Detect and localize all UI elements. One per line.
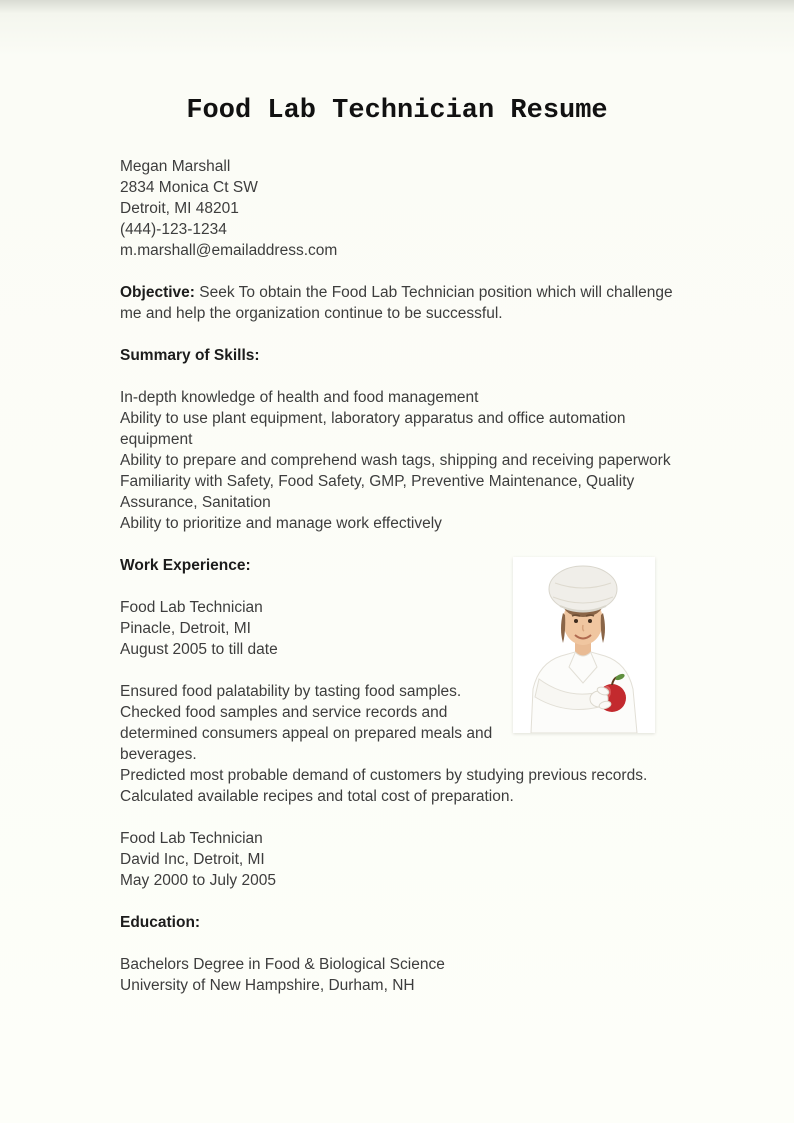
education-heading: Education:	[120, 914, 201, 931]
education-degree: Bachelors Degree in Food & Biological Science	[120, 956, 445, 973]
job-entry	[120, 828, 680, 891]
work-heading: Work Experience:	[120, 557, 251, 574]
page-title: Food Lab Technician Resume	[186, 96, 608, 126]
objective-paragraph	[120, 282, 680, 324]
contact-email: m.marshall@emailaddress.com	[120, 242, 338, 259]
worker-photo	[513, 557, 655, 733]
skill-item: Familiarity with Safety, Food Safety, GMP, Preventive Maintenance, Quality Assurance, Sanitation	[120, 473, 635, 511]
education-block	[120, 954, 680, 996]
job-title: Food Lab Technician	[120, 830, 263, 847]
job-dates: August 2005 to till date	[120, 641, 278, 658]
skill-item: Ability to prepare and comprehend wash tags, shipping and receiving paperwork	[120, 452, 671, 469]
job-company: Pinacle, Detroit, MI	[120, 620, 251, 637]
skills-heading: Summary of Skills:	[120, 347, 260, 364]
contact-address-line1: 2834 Monica Ct SW	[120, 179, 258, 196]
objective-label: Objective:	[120, 284, 195, 301]
contact-phone: (444)-123-1234	[120, 221, 227, 238]
skill-item: In-depth knowledge of health and food management	[120, 389, 479, 406]
contact-block	[120, 156, 680, 261]
skills-list	[120, 387, 680, 534]
objective-text: Seek To obtain the Food Lab Technician position which will challenge me and help the organization continue to be successful.	[120, 284, 673, 322]
education-school: University of New Hampshire, Durham, NH	[120, 977, 415, 994]
job-company: David Inc, Detroit, MI	[120, 851, 265, 868]
woman-in-hairnet-illustration	[513, 557, 655, 733]
job-dates: May 2000 to July 2005	[120, 872, 276, 889]
work-experience-section	[120, 555, 680, 912]
contact-name: Megan Marshall	[120, 158, 231, 175]
duty-line: Ensured food palatability by tasting food samples.	[120, 683, 462, 700]
duty-line: Checked food samples and service records and determined consumers appeal on prepared meals and beverages.	[120, 704, 493, 763]
contact-address-line2: Detroit, MI 48201	[120, 200, 239, 217]
job-title: Food Lab Technician	[120, 599, 263, 616]
skill-item: Ability to prioritize and manage work effectively	[120, 515, 442, 532]
duty-line: Predicted most probable demand of customers by studying previous records.	[120, 767, 648, 784]
skill-item: Ability to use plant equipment, laboratory apparatus and office automation equipment	[120, 410, 626, 448]
resume-content	[120, 156, 680, 996]
duty-line: Calculated available recipes and total cost of preparation.	[120, 788, 514, 805]
